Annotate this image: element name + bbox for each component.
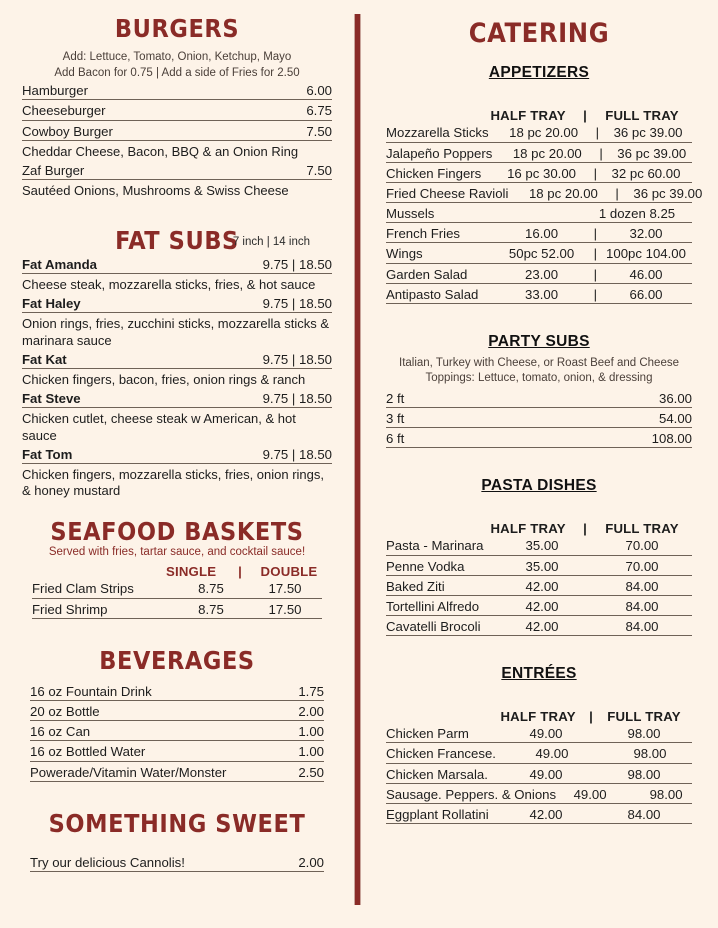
sweet-gap	[22, 785, 332, 811]
item-price-full: 66.00	[629, 286, 663, 302]
menu-item-row	[386, 246, 692, 263]
right-column	[360, 0, 718, 827]
appetizers-gap	[386, 48, 692, 64]
item-name: 6 ft	[386, 431, 405, 447]
item-price: 1.00	[298, 724, 324, 740]
price-separator: |	[593, 286, 597, 302]
appetizers-subgap	[386, 82, 692, 108]
section-title-something-sweet: SOMETHING SWEET	[48, 808, 306, 838]
item-name: Antipasto Salad	[386, 286, 479, 302]
price-separator: |	[593, 246, 597, 262]
item-price: 2.50	[298, 764, 324, 780]
item-price-full: 84.00	[627, 806, 661, 822]
menu-item-row	[22, 103, 332, 120]
item-name: Chicken Parm	[386, 726, 469, 742]
item-price: 7.50	[306, 163, 332, 179]
item-name: Cavatelli Brocoli	[386, 619, 481, 635]
item-description: Cheese steak, mozzarella sticks, fries, & hot sauce	[22, 276, 316, 292]
item-price-half: 18 pc 20.00	[528, 185, 598, 201]
menu-item-row	[30, 744, 324, 761]
menu-item-row	[386, 538, 692, 555]
column-separator: |	[583, 521, 587, 537]
item-price-half: 49.00	[529, 766, 563, 782]
item-description: Cheddar Cheese, Bacon, BBQ & an Onion Ring	[22, 143, 299, 159]
item-price: 1.00	[298, 744, 324, 760]
item-description: Chicken fingers, bacon, fries, onion rings & ranch	[22, 371, 306, 387]
menu-item-row	[22, 163, 332, 180]
subsection-title-entrees: ENTRÉES	[501, 665, 577, 683]
party-subs-note-2: Toppings: Lettuce, tomato, onion, & dressing	[425, 372, 653, 385]
item-price-full: 70.00	[625, 538, 659, 554]
item-name: Eggplant Rollatini	[386, 806, 489, 822]
item-price-half: 49.00	[529, 726, 563, 742]
item-name: Fried Cheese Ravioli	[386, 185, 509, 201]
item-price-full: 84.00	[625, 578, 659, 594]
item-price-double: 17.50	[268, 581, 302, 597]
item-name: 3 ft	[386, 411, 405, 427]
fat-subs-size-label: 7 inch | 14 inch	[232, 236, 310, 249]
item-price-half: 42.00	[525, 619, 559, 635]
item-price-full: 32 pc 60.00	[611, 165, 681, 181]
item-price-half: 35.00	[525, 538, 559, 554]
entrees-gap	[386, 639, 692, 665]
item-price: 2.00	[298, 704, 324, 720]
menu-item-row	[386, 767, 692, 784]
header-spacer	[386, 521, 478, 536]
item-name: French Fries	[386, 226, 461, 242]
column-header-double: DOUBLE	[260, 564, 318, 580]
item-price: 7.50	[306, 123, 332, 139]
item-name: Fried Clam Strips	[32, 581, 134, 597]
menu-item-row	[386, 559, 692, 576]
menu-item-row	[386, 226, 692, 243]
menu-item-row	[386, 726, 692, 743]
subsection-title-appetizers: APPETIZERS	[488, 64, 590, 82]
item-price-full: 46.00	[629, 266, 663, 282]
menu-item-row	[386, 431, 692, 448]
menu-item-row	[386, 185, 703, 203]
item-description: Onion rings, fries, zucchini sticks, mozzarella sticks & marinara sauce	[22, 316, 330, 348]
seafood-list	[22, 581, 332, 618]
item-name: Tortellini Alfredo	[386, 598, 480, 614]
menu-item-row	[22, 83, 332, 100]
menu-item-row	[386, 599, 692, 616]
menu-item-row	[22, 124, 332, 141]
item-price-half: 42.00	[525, 578, 559, 594]
subsection-title-pasta-dishes: PASTA DISHES	[481, 477, 597, 495]
item-name: 16 oz Fountain Drink	[30, 683, 152, 699]
seafood-column-headers	[22, 564, 332, 579]
item-price-half: 42.00	[525, 598, 559, 614]
item-price-full: 1 dozen 8.25	[598, 206, 676, 222]
item-price-double: 17.50	[268, 601, 302, 617]
menu-item-row	[386, 287, 692, 304]
burgers-list	[22, 83, 332, 199]
menu-item-row	[386, 787, 692, 804]
party-subs-note-1: Italian, Turkey with Cheese, or Roast Beef and Cheese	[399, 356, 679, 369]
column-header-half-tray: HALF TRAY	[500, 709, 576, 725]
item-price-half: 18 pc 20.00	[512, 145, 582, 161]
item-name: 16 oz Can	[30, 724, 91, 740]
item-name: Wings	[386, 246, 423, 262]
item-price-half: 35.00	[525, 558, 559, 574]
item-description: Chicken fingers, mozzarella sticks, fries, onion rings, & honey mustard	[22, 467, 325, 499]
item-price-full: 98.00	[649, 786, 683, 802]
item-name: Sausage. Peppers. & Onions	[386, 786, 557, 802]
fatsubs-header	[22, 228, 332, 254]
menu-item-row	[30, 684, 324, 701]
menu-item-row	[386, 146, 692, 163]
item-price-full: 36 pc 39.00	[617, 145, 687, 161]
item-name: Mussels	[386, 206, 435, 222]
section-title-beverages: BEVERAGES	[99, 645, 255, 675]
column-header-full-tray: FULL TRAY	[605, 108, 679, 124]
price-separator: |	[615, 185, 619, 201]
party-subs-gap	[386, 307, 692, 333]
item-name: Jalapeño Poppers	[386, 145, 493, 161]
beverages-subgap	[22, 674, 332, 682]
menu-item-row	[30, 724, 324, 741]
section-title-fat-subs: FAT SUBS	[115, 226, 239, 256]
column-header-single: SINGLE	[165, 564, 217, 580]
item-price: 9.75 | 18.50	[262, 446, 332, 462]
item-name: 20 oz Bottle	[30, 704, 100, 720]
section-title-catering: CATERING	[468, 18, 610, 49]
item-description: Chicken cutlet, cheese steak w American, & hot sauce	[22, 411, 296, 443]
item-price-full: 98.00	[633, 746, 667, 762]
header-spacer	[22, 564, 148, 579]
item-price-half: 23.00	[525, 266, 559, 282]
item-name: Garden Salad	[386, 266, 468, 282]
price-separator: |	[593, 165, 597, 181]
burgers-gap	[22, 42, 332, 50]
item-name: Fat Tom	[22, 446, 73, 462]
column-header-full-tray: FULL TRAY	[605, 521, 679, 537]
entrees-list	[386, 726, 692, 824]
column-header-half-tray: HALF TRAY	[490, 521, 566, 537]
item-name: Chicken Marsala.	[386, 766, 488, 782]
item-name: Fat Amanda	[22, 256, 97, 272]
column-separator: |	[238, 564, 242, 580]
section-title-burgers: BURGERS	[114, 14, 240, 43]
beverages-gap	[22, 622, 332, 648]
pasta-column-headers	[386, 521, 692, 536]
item-price: 54.00	[658, 411, 692, 427]
price-separator: |	[593, 226, 597, 242]
menu-item-row	[22, 447, 332, 464]
item-price-full: 84.00	[625, 619, 659, 635]
item-price-single: 8.75	[198, 601, 224, 617]
item-price-full: 84.00	[625, 598, 659, 614]
item-price-full: 98.00	[627, 766, 661, 782]
item-price-half: 49.00	[535, 746, 569, 762]
menu-item-row	[22, 352, 332, 369]
item-name: 16 oz Bottled Water	[30, 744, 146, 760]
entrees-subgap	[386, 683, 692, 709]
item-price-half: 16.00	[525, 226, 559, 242]
item-price-full: 32.00	[629, 226, 663, 242]
item-name: Fried Shrimp	[32, 601, 108, 617]
menu-item-row	[386, 267, 692, 284]
item-price-full: 36 pc 39.00	[613, 125, 683, 141]
item-price-full: 98.00	[627, 726, 661, 742]
menu-item-row	[30, 704, 324, 721]
item-name: Chicken Fingers	[386, 165, 482, 181]
section-title-seafood-baskets: SEAFOOD BASKETS	[50, 516, 304, 546]
pasta-gap	[386, 451, 692, 477]
pasta-list	[386, 538, 692, 636]
item-name: Fat Haley	[22, 296, 81, 312]
menu-item-row	[22, 257, 332, 274]
column-separator: |	[589, 709, 593, 725]
menu-item-row	[32, 581, 322, 598]
item-price-single: 8.75	[198, 581, 224, 597]
item-name: Fat Steve	[22, 391, 81, 407]
column-header-half-tray: HALF TRAY	[490, 108, 566, 124]
column-separator: |	[583, 108, 587, 124]
menu-item-row	[386, 391, 692, 408]
menu-item-row	[22, 391, 332, 408]
right-top-spacer	[386, 0, 692, 20]
item-name: Baked Ziti	[386, 578, 445, 594]
header-spacer	[386, 709, 490, 724]
item-price-half: 42.00	[529, 806, 563, 822]
burgers-note-1: Add: Lettuce, Tomato, Onion, Ketchup, Mayo	[62, 51, 292, 64]
item-name: Penne Vodka	[386, 558, 465, 574]
item-price: 6.00	[306, 83, 332, 99]
item-name: Cheeseburger	[22, 103, 106, 119]
sweet-list	[22, 855, 332, 872]
menu-item-row	[386, 619, 692, 636]
entrees-column-headers	[386, 709, 692, 724]
item-name: Hamburger	[22, 83, 88, 99]
menu-item-row	[386, 166, 692, 183]
item-price-full: 36 pc 39.00	[633, 185, 703, 201]
item-name: Pasta - Marinara	[386, 538, 484, 554]
subsection-title-party-subs: PARTY SUBS	[488, 332, 590, 350]
menu-item-row	[386, 125, 692, 142]
item-name: Mozzarella Sticks	[386, 125, 489, 141]
item-price: 9.75 | 18.50	[262, 296, 332, 312]
item-description: Sautéed Onions, Mushrooms & Swiss Cheese	[22, 183, 289, 199]
item-price-half: 49.00	[573, 786, 607, 802]
item-price: 1.75	[298, 683, 324, 699]
item-price: 2.00	[298, 855, 324, 871]
item-price-half: 18 pc 20.00	[509, 125, 579, 141]
burgers-note-2: Add Bacon for 0.75 | Add a side of Fries for 2.50	[54, 66, 300, 79]
item-name: Try our delicious Cannolis!	[30, 855, 185, 871]
sweet-subgap	[22, 837, 332, 853]
item-price-full: 100pc 104.00	[606, 246, 686, 262]
left-column	[0, 0, 354, 875]
header-spacer	[386, 108, 478, 123]
price-separator: |	[595, 125, 600, 141]
item-price-half: 33.00	[525, 286, 559, 302]
item-price: 9.75 | 18.50	[262, 351, 332, 367]
item-price: 9.75 | 18.50	[262, 391, 332, 407]
seafood-note: Served with fries, tartar sauce, and cocktail sauce!	[48, 545, 306, 558]
item-name: Powerade/Vitamin Water/Monster	[30, 764, 227, 780]
fat-subs-list	[22, 257, 332, 500]
price-separator: |	[593, 266, 597, 282]
item-name: Zaf Burger	[22, 163, 85, 179]
appetizers-list	[386, 125, 703, 304]
item-price: 108.00	[651, 431, 692, 447]
price-separator: |	[599, 145, 603, 161]
menu-item-row	[386, 206, 692, 223]
beverages-list	[22, 684, 332, 782]
item-name: Fat Kat	[22, 351, 67, 367]
menu-item-row	[30, 855, 324, 872]
party-subs-list	[386, 391, 692, 449]
pasta-subgap	[386, 495, 692, 521]
item-price: 36.00	[658, 390, 692, 406]
item-name: Chicken Francese.	[386, 746, 496, 762]
item-price: 6.75	[306, 103, 332, 119]
item-price-full: 70.00	[625, 558, 659, 574]
menu-item-row	[22, 296, 332, 313]
menu-item-row	[386, 411, 692, 428]
item-name: Cowboy Burger	[22, 123, 113, 139]
menu-item-row	[30, 765, 324, 782]
column-header-full-tray: FULL TRAY	[607, 709, 681, 725]
item-name: 2 ft	[386, 390, 405, 406]
item-price-half: 16 pc 30.00	[507, 165, 577, 181]
menu-item-row	[386, 807, 692, 824]
menu-item-row	[386, 579, 692, 596]
menu-item-row	[386, 746, 692, 763]
appetizers-column-headers	[386, 108, 692, 123]
item-price: 9.75 | 18.50	[262, 256, 332, 272]
item-price-half: 50pc 52.00	[508, 246, 575, 262]
menu-item-row	[32, 602, 322, 619]
fatsubs-gap	[22, 202, 332, 228]
